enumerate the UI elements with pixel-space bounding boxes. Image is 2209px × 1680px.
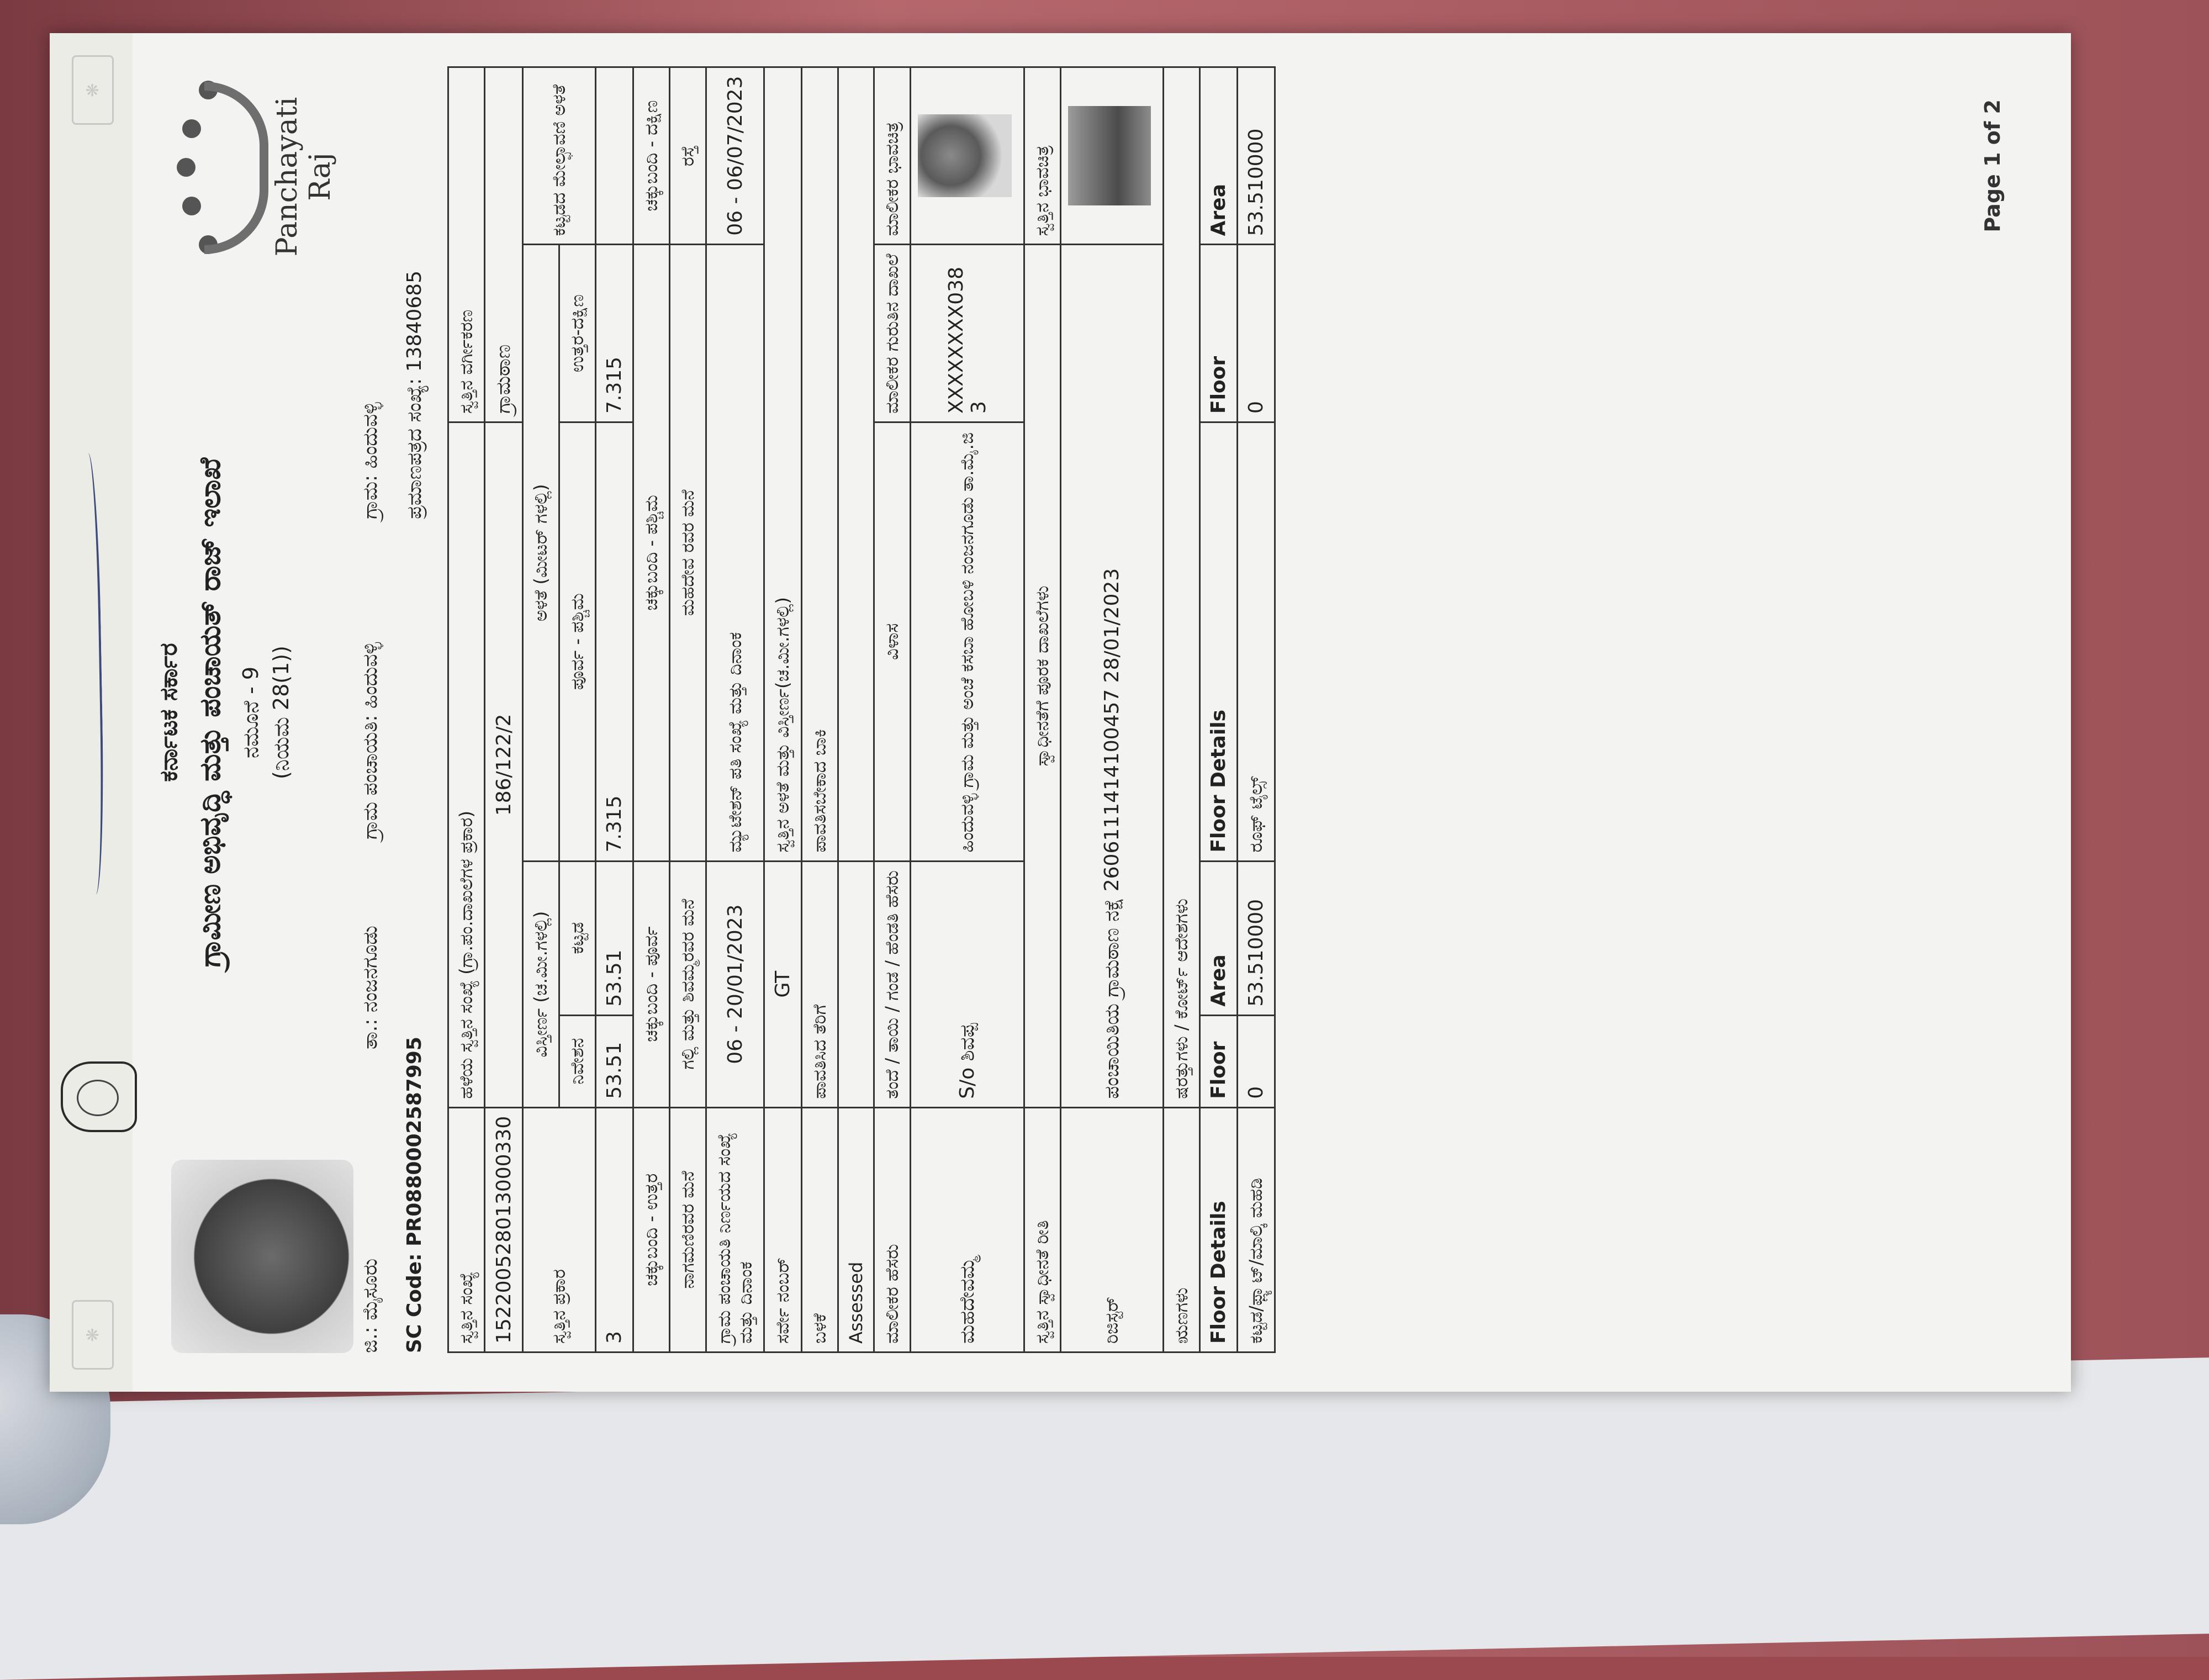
north-south: 7.315	[596, 245, 633, 422]
owner-id: XXXXXXXX038	[944, 267, 968, 414]
assessed: Assessed	[838, 1107, 874, 1352]
west-value: ಮಹದೇವ ರವರ ಮನೆ	[670, 245, 706, 861]
area-col-left: Area	[1200, 861, 1238, 1015]
type-value: 3	[596, 1107, 633, 1352]
certificate-sheet	[50, 33, 2071, 1392]
sc-code: SC Code: PR0880002587995	[403, 1037, 426, 1353]
area-sqm-label: ವಿಸ್ತೀರ್ಣ (ಚ.ಮೀ.ಗಳಲ್ಲಿ)	[523, 861, 559, 1107]
owner-photo	[918, 114, 1012, 197]
village: ಗ್ರಾಮ: ಹಿಂದುವಳ್ಳಿ	[359, 402, 382, 519]
underlying-paper	[0, 1357, 2209, 1680]
floor-row-label: ಕಟ್ಟಡ/ಫ್ಲ್ಯಾಟ್/ಮಾಲ್ಕಿ ಮಹಡಿ	[1238, 1107, 1275, 1352]
property-table	[447, 66, 1276, 1353]
gp-resolution-label: ಗ್ರಾಮ ಪಂಚಾಯತಿ ನಿರ್ಣಯದ ಸಂಖ್ಯೆ ಮತ್ತು ದಿನಾಂಕ	[706, 1107, 764, 1352]
lion-capital-emblem-icon	[61, 1061, 137, 1132]
floor-details-left: Floor Details	[1200, 1107, 1238, 1352]
owner-area-label: ಸ್ವತ್ತಿನ ಅಳತೆ ಮತ್ತು ವಿಸ್ತೀರ್ಣ(ಚ.ಮೀ.ಗಳಲ್ಲಿ)	[764, 67, 802, 862]
old-no-label: ಹಳೆಯ ಸ್ವತ್ತಿನ ಸಂಖ್ಯೆ (ಗ್ರಾ.ಪಂ.ದಾಖಲೆಗಳ ಪ್ರಕಾರ)	[448, 422, 485, 1108]
gp-resolution-value: 06 - 20/01/2023	[706, 861, 764, 1107]
mutation-label: ಮ್ಯುಟೇಶನ್ ಪತಿ ಸಂಖ್ಯೆ ಮತ್ತು ದಿನಾಂಕ	[706, 245, 764, 861]
north-value: ನಾಗಮಣಿರವರ ಮನೆ	[670, 1107, 706, 1352]
area-value-right: 53.510000	[1238, 67, 1275, 245]
tax-paid-label: ಪಾವತಿಸಿದ ತೆರಿಗೆ	[802, 861, 838, 1107]
encumbrance-label: ಋಣಗಳು	[1164, 1107, 1200, 1352]
certificate-number: ಪ್ರಮಾಣಪತ್ರದ ಸಂಖ್ಯೆ: 13840685	[403, 271, 426, 519]
south-value: ರಸ್ತೆ	[670, 67, 706, 245]
dims-label: ಅಳತೆ (ಮೀಟರ್ ಗಳಲ್ಲಿ)	[523, 245, 559, 861]
east-value: ಗಲ್ಲಿ ಮತ್ತು ಶಿವಮ್ಮರವರ ಮನೆ	[670, 861, 706, 1107]
survey-value: GT	[764, 861, 802, 1107]
floor-row-label-right: ರೂಫ್ ಟೈಲ್ಸ್	[1238, 422, 1275, 862]
east-label: ಚಕ್ಕುಬಂದಿ - ಪೂರ್ವ	[633, 861, 670, 1107]
built-area-label: ಕಟ್ಟಡದ ಮೇಲ್ಛಾವಣಿ ಅಳತೆ	[523, 67, 596, 245]
floor-col-right: Floor	[1200, 245, 1238, 422]
ns-label: ಉತ್ತರ-ದಕ್ಷಿಣ	[559, 245, 596, 422]
logo-text: Panchayati Raj	[271, 97, 337, 257]
area-value-left: 53.510000	[1238, 861, 1275, 1015]
property-photo	[1068, 106, 1151, 205]
property-no-label: ಸ್ವತ್ತಿನ ಸಂಖ್ಯೆ	[448, 1107, 485, 1352]
floor-col-left: Floor	[1200, 1015, 1238, 1107]
father-name: S/o ಶಿವಪ್ಪ	[911, 861, 1024, 1107]
floor-value-right: 0	[1238, 245, 1275, 422]
floor-details-right: Floor Details	[1200, 422, 1238, 862]
panchayati-raj-logo	[166, 77, 337, 276]
built-area	[596, 67, 633, 245]
acquisition-label: ಸ್ವತ್ತಿನ ಸ್ವಾಧೀನತೆ ರೀತಿ	[1024, 1107, 1061, 1352]
mutation-value: 06 - 06/07/2023	[706, 67, 764, 245]
building-area: 53.51	[596, 861, 633, 1015]
remarks-label: ಷರತ್ತುಗಳು / ಕೋರ್ಟ್ ಆದೇಶಗಳು	[1164, 67, 1200, 1108]
site-label: ನಿವೇಶನ	[559, 1015, 596, 1107]
corner-emblem-right: ❋	[72, 55, 114, 125]
owner-photo-label: ಮಾಲೀಕರ ಭಾವಚಿತ್ರ	[874, 67, 911, 245]
owner-address: ಹಿಂದುವಳ್ಳಿ ಗ್ರಾಮ ಮತ್ತು ಅಂಚೆ ಕಸಬಾ ಹೋಬಳಿ ನಂಜನಗೂಡು ತಾ.ಮೈ.ಜಿ	[911, 422, 1024, 862]
property-no: 152200528013000330	[485, 1107, 523, 1352]
owner-name-label: ಮಾಲೀಕರ ಹೆಸರು	[874, 1107, 911, 1352]
header-line1: ಕರ್ನಾಟಕ ಸರ್ಕಾರ	[155, 643, 183, 782]
floor-value-left: 0	[1238, 1015, 1275, 1107]
building-label: ಕಟ್ಟಡ	[559, 861, 596, 1015]
site-area: 53.51	[596, 1015, 633, 1107]
header-line3: ನಮೂನೆ - 9	[239, 666, 263, 759]
east-west: 7.315	[596, 422, 633, 862]
property-photo-label: ಸ್ವತ್ತಿನ ಭಾವಚಿತ್ರ	[1024, 67, 1061, 245]
page-number: Page 1 of 2	[1980, 99, 2005, 233]
usage-label: ಬಳಕೆ	[802, 1107, 838, 1352]
north-label: ಚಕ್ಕುಬಂದಿ - ಉತ್ತರ	[633, 1107, 670, 1352]
deed-label: ರಿಜಿಸ್ಟರ್	[1061, 1107, 1164, 1352]
owner-id-cell	[911, 245, 1024, 422]
old-no: 186/122/2	[485, 422, 523, 1108]
corner-emblem-left: ❋	[72, 1300, 114, 1370]
south-label: ಚಕ್ಕುಬಂದಿ - ದಕ್ಷಿಣ	[633, 67, 670, 245]
header-line4: (ನಿಯಮ 28(1))	[269, 646, 293, 779]
id-label: ಮಾಲೀಕರ ಗುರುತಿನ ದಾಖಲೆ	[874, 245, 911, 422]
tax-due-label: ಪಾವತಿಸಬೇಕಾದ ಬಾಕಿ	[802, 67, 838, 862]
header-line2: ಗ್ರಾಮೀಣ ಅಭಿವೃದ್ಧಿ ಮತ್ತು ಪಂಚಾಯತ್ ರಾಜ್ ಇಲಾಖೆ	[194, 457, 227, 968]
gram-panchayat: ಗ್ರಾಮ ಪಂಚಾಯತಿ: ಹಿಂದುವಳ್ಳಿ	[359, 642, 382, 839]
address-label: ವಿಳಾಸ	[874, 422, 911, 862]
area-col-right: Area	[1200, 67, 1238, 245]
category-label: ಸ್ವತ್ತಿನ ವರ್ಗೀಕರಣ	[448, 67, 485, 422]
taluk: ತಾ.: ನಂಜನಗೂಡು	[359, 926, 382, 1049]
owner-serial: 3	[967, 401, 990, 414]
district: ಜಿ.: ಮೈಸೂರು	[359, 1258, 382, 1353]
ew-label: ಪೂರ್ವ - ಪಶ್ಚಿಮ	[559, 422, 596, 862]
category: ಗ್ರಾಮಠಾಣ	[485, 67, 523, 422]
type-label: ಸ್ವತ್ತಿನ ಪ್ರಕಾರ	[523, 1107, 596, 1352]
deed-value: ಪಂಚಾಯಿತಿಯ ಗ್ರಾಮಠಾಣ ನಕ್ಷೆ 2606111414100457 28/01/2023	[1061, 245, 1164, 1107]
owner-name: ಮಹದೇವಮ್ಮ	[911, 1107, 1024, 1352]
west-label: ಚಕ್ಕುಬಂದಿ - ಪಶ್ಚಿಮ	[633, 245, 670, 861]
father-label: ತಂದೆ / ತಾಯಿ / ಗಂಡ / ಹೆಂಡತಿ ಹೆಸರು	[874, 861, 911, 1107]
acquisition-docs-label: ಸ್ವಾಧೀನತೆಗೆ ಪೂರಕ ದಾಖಲೆಗಳು	[1024, 245, 1061, 1107]
survey-label: ಸರ್ವೇ ನಂಬರ್	[764, 1107, 802, 1352]
